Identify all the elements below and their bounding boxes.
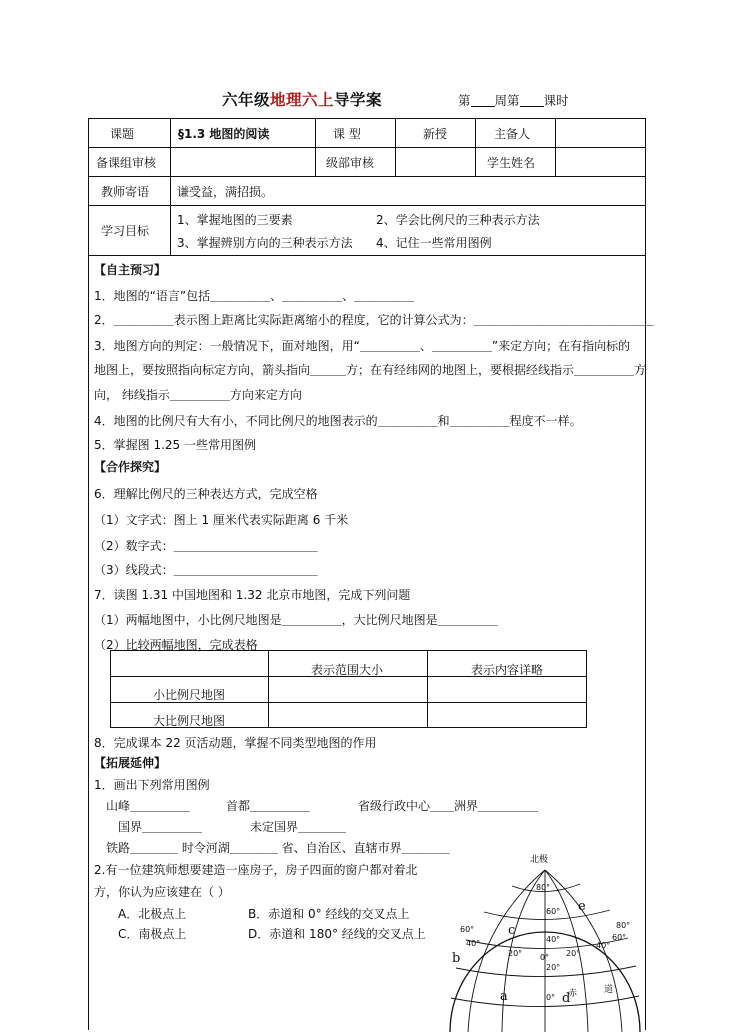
option-b[interactable]: B．赤道和 0° 经线的交叉点上 xyxy=(248,907,410,921)
legend-item: 省级行政中心＿＿洲界＿＿＿＿＿ xyxy=(358,799,539,813)
legend-item: 未定国界＿＿＿＿ xyxy=(250,820,347,834)
explore-q6: 6．理解比例尺的三种表达方式，完成空格 xyxy=(94,487,318,501)
table-header: 表示范围大小 xyxy=(311,663,384,677)
goal-item: 1、掌握地图的三要素 xyxy=(177,213,293,227)
legend-item: 首都＿＿＿＿＿ xyxy=(226,799,311,813)
preview-q3-line2: 地图上，要按照指向标定方向，箭头指向＿＿＿方；在有经纬网的地图上，要根据经线指示＿＿＿＿＿方 xyxy=(94,363,647,377)
option-c[interactable]: C．南极点上 xyxy=(118,927,187,941)
point-label: e xyxy=(578,899,586,914)
column-divider xyxy=(395,118,396,176)
title-grade: 六年级 xyxy=(222,91,271,109)
globe-diagram xyxy=(444,850,644,1032)
meridian-line xyxy=(468,870,545,1032)
section-heading-extend: 【拓展延伸】 xyxy=(94,756,167,770)
explore-q6-2: （2）数字式：＿＿＿＿＿＿＿＿＿＿＿＿ xyxy=(94,539,318,553)
row-divider xyxy=(88,147,646,148)
explore-q7-2: （2）比较两幅地图，完成表格 xyxy=(94,638,258,652)
lon-label: 40° xyxy=(466,939,481,948)
preview-q4: 4．地图的比例尺有大有小，不同比例尺的地图表示的＿＿＿＿＿和＿＿＿＿＿程度不一样。 xyxy=(94,414,582,428)
label-lesson-type: 课 型 xyxy=(333,127,361,141)
lat-label: 60° xyxy=(546,907,561,916)
week-period xyxy=(458,91,569,109)
topic-value: §1.3 地图的阅读 xyxy=(178,127,270,141)
column-divider xyxy=(555,118,556,176)
lon-label: 0° xyxy=(540,953,550,962)
lesson-type-value: 新授 xyxy=(423,127,448,141)
table-row-label: 大比例尺地图 xyxy=(153,714,226,728)
lon-label: 20° xyxy=(566,949,581,958)
section-heading-explore: 【合作探究】 xyxy=(94,460,167,474)
explore-q7: 7．读图 1.31 中国地图和 1.32 北京市地图，完成下列问题 xyxy=(94,588,411,602)
page-title xyxy=(222,88,382,110)
lon-label: 60° xyxy=(460,925,475,934)
legend-row-3: 铁路＿＿＿＿ 时令河湖＿＿＿＿ 省、自治区、直辖市界＿＿＿＿ xyxy=(106,841,450,855)
label-dept-review: 级部审核 xyxy=(326,156,375,170)
preview-q3-line3: 向， 纬线指示＿＿＿＿＿方向来定方向 xyxy=(94,388,302,402)
point-label: d xyxy=(562,991,571,1006)
label-learning-goals: 学习目标 xyxy=(101,224,150,238)
title-subject: 地理六上 xyxy=(270,91,335,109)
week-blank[interactable] xyxy=(471,94,495,107)
comparison-table xyxy=(110,650,587,728)
explore-q7-1: （1）两幅地图中，小比例尺地图是＿＿＿＿＿，大比例尺地图是＿＿＿＿＿ xyxy=(94,613,498,627)
label-group-review: 备课组审核 xyxy=(96,156,157,170)
lat-label: 40° xyxy=(546,935,561,944)
preview-q5: 5．掌握图 1.25 一些常用图例 xyxy=(94,438,256,452)
globe-north-label: 北极 xyxy=(530,855,549,865)
equator-label: 道 xyxy=(604,985,614,995)
title-suffix: 导学案 xyxy=(334,91,383,109)
row-divider xyxy=(88,176,646,177)
goal-item: 2、学会比例尺的三种表示方法 xyxy=(376,213,540,227)
teacher-message: 谦受益，满招损。 xyxy=(177,185,274,199)
explore-q6-1: （1）文字式：图上 1 厘米代表实际距离 6 千米 xyxy=(94,513,349,527)
week-text-3: 课时 xyxy=(543,93,569,108)
lon-label: 40° xyxy=(596,941,611,950)
label-author: 主备人 xyxy=(494,127,531,141)
goal-item: 3、掌握辨别方向的三种表示方法 xyxy=(177,236,353,250)
column-divider xyxy=(170,118,171,255)
goal-item: 4、记住一些常用图例 xyxy=(376,236,492,250)
legend-item: 山峰＿＿＿＿＿ xyxy=(106,799,191,813)
label-student-name: 学生姓名 xyxy=(487,156,536,170)
table-row-label: 小比例尺地图 xyxy=(153,688,226,702)
title-row xyxy=(0,86,744,112)
period-blank[interactable] xyxy=(520,94,544,107)
point-label: c xyxy=(508,923,516,938)
table-col-divider xyxy=(268,651,269,727)
explore-q8: 8．完成课本 22 页活动题，掌握不同类型地图的作用 xyxy=(94,736,377,750)
preview-q2: 2．＿＿＿＿＿表示图上距离比实际距离缩小的程度，它的计算公式为：＿＿＿＿＿＿＿＿＿＿＿＿＿＿＿ xyxy=(94,313,654,327)
option-a[interactable]: A．北极点上 xyxy=(118,907,187,921)
equator-label: 赤 xyxy=(568,989,578,999)
lon-label: 20° xyxy=(508,949,523,958)
preview-q1: 1．地图的“语言”包括＿＿＿＿＿、＿＿＿＿＿、＿＿＿＿＿ xyxy=(94,289,415,303)
label-topic: 课题 xyxy=(110,127,135,141)
column-divider xyxy=(475,118,476,176)
lon-label: 80° xyxy=(616,921,631,930)
explore-q6-3: （3）线段式：＿＿＿＿＿＿＿＿＿＿＿＿ xyxy=(94,563,318,577)
table-header: 表示内容详略 xyxy=(471,663,544,677)
row-divider xyxy=(88,205,646,206)
preview-q3-line1: 3．地图方向的判定：一般情况下，面对地图，用“＿＿＿＿＿、＿＿＿＿＿”来定方向；在有指向标的 xyxy=(94,339,631,353)
point-label: b xyxy=(452,951,461,966)
point-label: a xyxy=(500,989,508,1004)
week-text-1: 第 xyxy=(458,93,471,108)
section-heading-preview: 【自主预习】 xyxy=(94,263,167,277)
lat-label: 80° xyxy=(536,883,551,892)
lat-label: 20° xyxy=(546,963,561,972)
legend-item: 国界＿＿＿＿＿ xyxy=(118,820,203,834)
label-teacher-message: 教师寄语 xyxy=(101,185,150,199)
table-col-divider xyxy=(427,651,428,727)
extend-q2-line2: 方，你认为应该建在（ ） xyxy=(94,885,230,899)
option-d[interactable]: D．赤道和 180° 经线的交叉点上 xyxy=(248,927,426,941)
extend-q1: 1．画出下列常用图例 xyxy=(94,778,210,792)
week-text-2: 周第 xyxy=(494,93,520,108)
column-divider xyxy=(315,118,316,176)
lat-label: 0° xyxy=(546,993,556,1002)
extend-q2-line1: 2.有一位建筑师想要建造一座房子，房子四面的窗户都对着北 xyxy=(94,863,418,877)
meridian-line xyxy=(545,870,622,1032)
lon-label: 60° xyxy=(612,933,627,942)
